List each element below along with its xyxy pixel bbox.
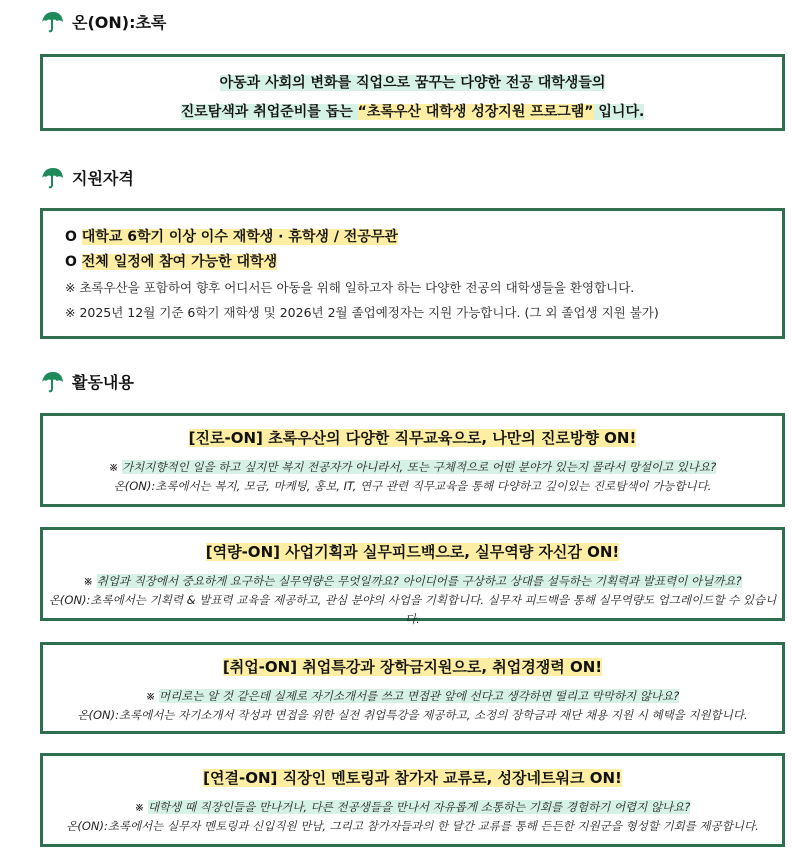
eligibility-item: O 대학교 6학기 이상 이수 재학생 · 휴학생 / 전공무관 xyxy=(65,229,398,245)
activity-question: 대학생 때 직장인들을 만나거나, 다른 전공생들을 만나서 자유롭게 소통하는 기회를 경험하기 어렵지 않나요? xyxy=(147,800,691,814)
activity-desc: 온(ON):초록에서는 자기소개서 작성과 면접을 위한 실전 취업특강을 제공하고, 소정의 장학금과 재단 채용 지원 시 혜택을 지원합니다. xyxy=(77,708,748,722)
activity-title: [진로-ON] 초록우산의 다양한 직무교육으로, 나만의 진로방향 ON! xyxy=(188,429,637,447)
intro-box xyxy=(40,54,785,131)
section-title: 온(ON):초록 xyxy=(72,13,167,32)
eligibility-note: ※ 2025년 12월 기준 6학기 재학생 및 2026년 2월 졸업예정자는 지원 가능합니다. (그 외 졸업생 지원 불가) xyxy=(65,305,659,320)
intro-line2c: 입니다. xyxy=(593,104,645,120)
activity-card-competency: [역량-ON] 사업기획과 실무피드백으로, 실무역량 자신감 ON! ※ 취업과 직장에서 중요하게 요구하는 실무역량은 무엇일까요? 아이디어를 구상하고 상대를 설득하는 기획력과 발표력이 아닐까요? 온(ON):초록에서는 기획력 & 발표력 교육을 제공하고, 관심 분야의 사업을 기획합니다. 실무자 피드백을 통해 실무역량도 업그레이드할 수 있습니다. xyxy=(40,527,785,621)
eligibility-item: O 전체 일정에 참여 가능한 대학생 xyxy=(65,254,278,270)
activity-card-network: [연결-ON] 직장인 멘토링과 참가자 교류로, 성장네트워크 ON! ※ 대학생 때 직장인들을 만나거나, 다른 전공생들을 만나서 자유롭게 소통하는 기회를 경험하기 어렵지 않나요? 온(ON):초록에서는 실무자 멘토링과 신입직원 만남, 그리고 참가자들과의 한 달간 교류를 통해 든든한 지원군을 형성할 기회를 제공합니다. xyxy=(40,753,785,847)
eligibility-note: ※ 초록우산을 포함하여 향후 어디서든 아동을 위해 일하고자 하는 다양한 전공의 대학생들을 환영합니다. xyxy=(65,280,635,295)
activity-title: [역량-ON] 사업기획과 실무피드백으로, 실무역량 자신감 ON! xyxy=(205,543,620,561)
activity-question: 취업과 직장에서 중요하게 요구하는 실무역량은 무엇일까요? 아이디어를 구상하고 상대를 설득하는 기획력과 발표력이 아닐까요? xyxy=(96,574,742,588)
activity-desc: 온(ON):초록에서는 실무자 멘토링과 신입직원 만남, 그리고 참가자들과의 한 달간 교류를 통해 든든한 지원군을 형성할 기회를 제공합니다. xyxy=(66,819,759,833)
activity-desc: 온(ON):초록에서는 복지, 모금, 마케팅, 홍보, IT, 연구 관련 직무교육을 통해 다양하고 깊이있는 진로탐색이 가능합니다. xyxy=(113,479,712,493)
activity-title: [취업-ON] 취업특강과 장학금지원으로, 취업경쟁력 ON! xyxy=(222,658,603,676)
activity-card-career: [진로-ON] 초록우산의 다양한 직무교육으로, 나만의 진로방향 ON! ※ 가치지향적인 일을 하고 싶지만 복지 전공자가 아니라서, 또는 구체적으로 어떤 분야가 있는지 몰라서 망설이고 있나요? 온(ON):초록에서는 복지, 모금, 마케팅, 홍보, IT, 연구 관련 직무교육을 통해 다양하고 깊이있는 진로탐색이 가능합니다. xyxy=(40,413,785,507)
eligibility-box xyxy=(40,208,785,339)
section-header-eligibility xyxy=(40,166,134,189)
activity-question: 머리로는 알 것 같은데 실제로 자기소개서를 쓰고 면접관 앞에 선다고 생각하면 떨리고 막막하지 않나요? xyxy=(159,689,680,703)
section-header-intro xyxy=(40,10,166,33)
section-header-activities xyxy=(40,370,134,393)
intro-line1: 아동과 사회의 변화를 직업으로 꿈꾸는 다양한 전공 대학생들의 xyxy=(219,75,606,91)
activity-card-employment: [취업-ON] 취업특강과 장학금지원으로, 취업경쟁력 ON! ※ 머리로는 알 것 같은데 실제로 자기소개서를 쓰고 면접관 앞에 선다고 생각하면 떨리고 막막하지 않나요? 온(ON):초록에서는 자기소개서 작성과 면접을 위한 실전 취업특강을 제공하고, 소정의 장학금과 재단 채용 지원 시 혜택을 지원합니다. xyxy=(40,642,785,734)
umbrella-icon xyxy=(40,11,64,33)
activity-desc: 온(ON):초록에서는 기획력 & 발표력 교육을 제공하고, 관심 분야의 사업을 기획합니다. 실무자 피드백을 통해 실무역량도 업그레이드할 수 있습니다. xyxy=(48,593,777,626)
program-name: “초록우산 대학생 성장지원 프로그램” xyxy=(357,104,594,120)
section-title: 활동내용 xyxy=(72,373,134,392)
intro-line2a: 진로탐색과 취업준비를 돕는 xyxy=(180,104,358,120)
umbrella-icon xyxy=(40,371,64,393)
section-title: 지원자격 xyxy=(72,169,134,188)
activity-title: [연결-ON] 직장인 멘토링과 참가자 교류로, 성장네트워크 ON! xyxy=(203,769,622,787)
activity-question: 가치지향적인 일을 하고 싶지만 복지 전공자가 아니라서, 또는 구체적으로 어떤 분야가 있는지 몰라서 망설이고 있나요? xyxy=(122,460,717,474)
umbrella-icon xyxy=(40,167,64,189)
